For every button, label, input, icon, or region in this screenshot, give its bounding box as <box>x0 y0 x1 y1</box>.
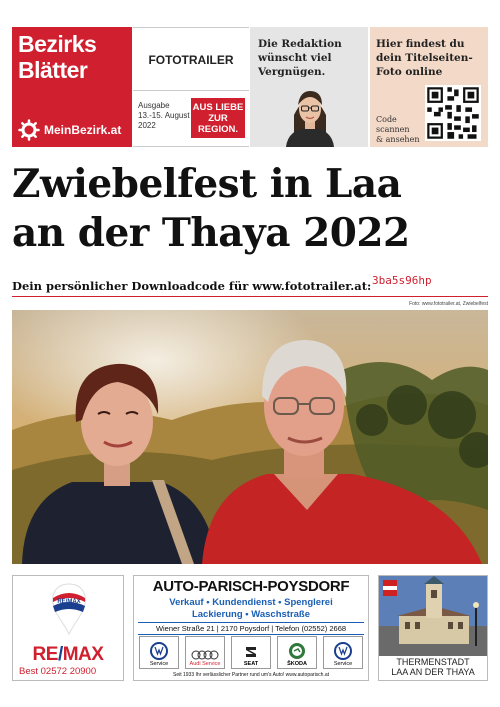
editor-portrait <box>272 75 348 147</box>
auto-services: Verkauf • Kundendienst • Spenglerei Lackierung • Waschstraße <box>169 597 333 620</box>
remax-balloon-icon <box>49 582 89 636</box>
vw-nutzfahrzeuge-brand: Service <box>323 636 363 669</box>
coat-of-arms-icon <box>383 580 397 596</box>
audi-brand: Audi Service <box>185 636 225 669</box>
bezirksblaetter-logo[interactable] <box>12 27 132 147</box>
redaktion-panel <box>250 27 368 147</box>
red-rule <box>12 296 488 297</box>
remax-brand: RE/MAX <box>32 644 104 665</box>
remax-ad[interactable] <box>12 575 124 681</box>
download-code[interactable]: 3ba5s96hp <box>372 274 432 287</box>
headline: Zwiebelfest in Laa an der Thaya 2022 <box>12 161 410 256</box>
fototrailer-label: FOTOTRAILER <box>148 53 234 67</box>
download-instruction: Dein persönlicher Downloadcode für www.fototrailer.at: <box>12 279 372 293</box>
auto-title: AUTO-PARISCH-POYSDORF <box>152 578 350 595</box>
skoda-logo-icon <box>288 642 306 660</box>
thermenstadt-label: THERMENSTADT LAA AN DER THAYA <box>391 657 475 677</box>
thermenstadt-ad[interactable] <box>378 575 488 681</box>
photo-credit: Foto: www.fototrailer.at, Zwiebelfest <box>409 301 488 307</box>
qr-code-icon[interactable] <box>425 85 481 141</box>
auto-parisch-ad[interactable] <box>133 575 369 681</box>
logo-title: Bezirks Blätter <box>18 31 97 83</box>
redaktion-greeting: Die Redaktion wünscht viel Vergnügen. <box>258 38 342 78</box>
logo-site: MeinBezirk.at <box>18 119 121 141</box>
vw-logo-icon <box>150 642 168 660</box>
remax-phone: Best 02572 20900 <box>19 666 97 677</box>
cover-photo <box>12 310 488 564</box>
town-hall-illustration <box>379 576 488 656</box>
svg-text:RE/MAX: RE/MAX <box>57 599 81 605</box>
vw-logo-icon <box>334 642 352 660</box>
vw-brand: Service <box>139 636 179 669</box>
seat-logo-icon <box>243 644 259 660</box>
auto-address: Wiener Straße 21 | 2170 Poysdorf | Telefon (02552) 2668 <box>138 622 364 635</box>
qr-panel <box>370 27 488 147</box>
auto-footer: Seit 1933 Ihr verlässlicher Partner rund um's Auto! www.autoparisch.at <box>172 672 330 678</box>
qr-instructions: Code scannen & ansehen <box>376 115 420 144</box>
seat-brand: SEAT <box>231 636 271 669</box>
couple-photo-illustration <box>12 310 488 564</box>
skoda-brand: ŠKODA <box>277 636 317 669</box>
audi-logo-icon <box>190 650 220 660</box>
meinbezirk-icon <box>18 119 40 141</box>
issue-info: Ausgabe 13.-15. August 2022 <box>138 101 190 130</box>
brand-logos <box>139 636 363 669</box>
slogan-badge: AUS LIEBE ZUR REGION. <box>191 98 245 138</box>
qr-panel-text: Hier findest du dein Titelseiten- Foto online <box>376 38 473 78</box>
fototrailer-panel <box>133 27 249 147</box>
divider <box>133 90 249 91</box>
